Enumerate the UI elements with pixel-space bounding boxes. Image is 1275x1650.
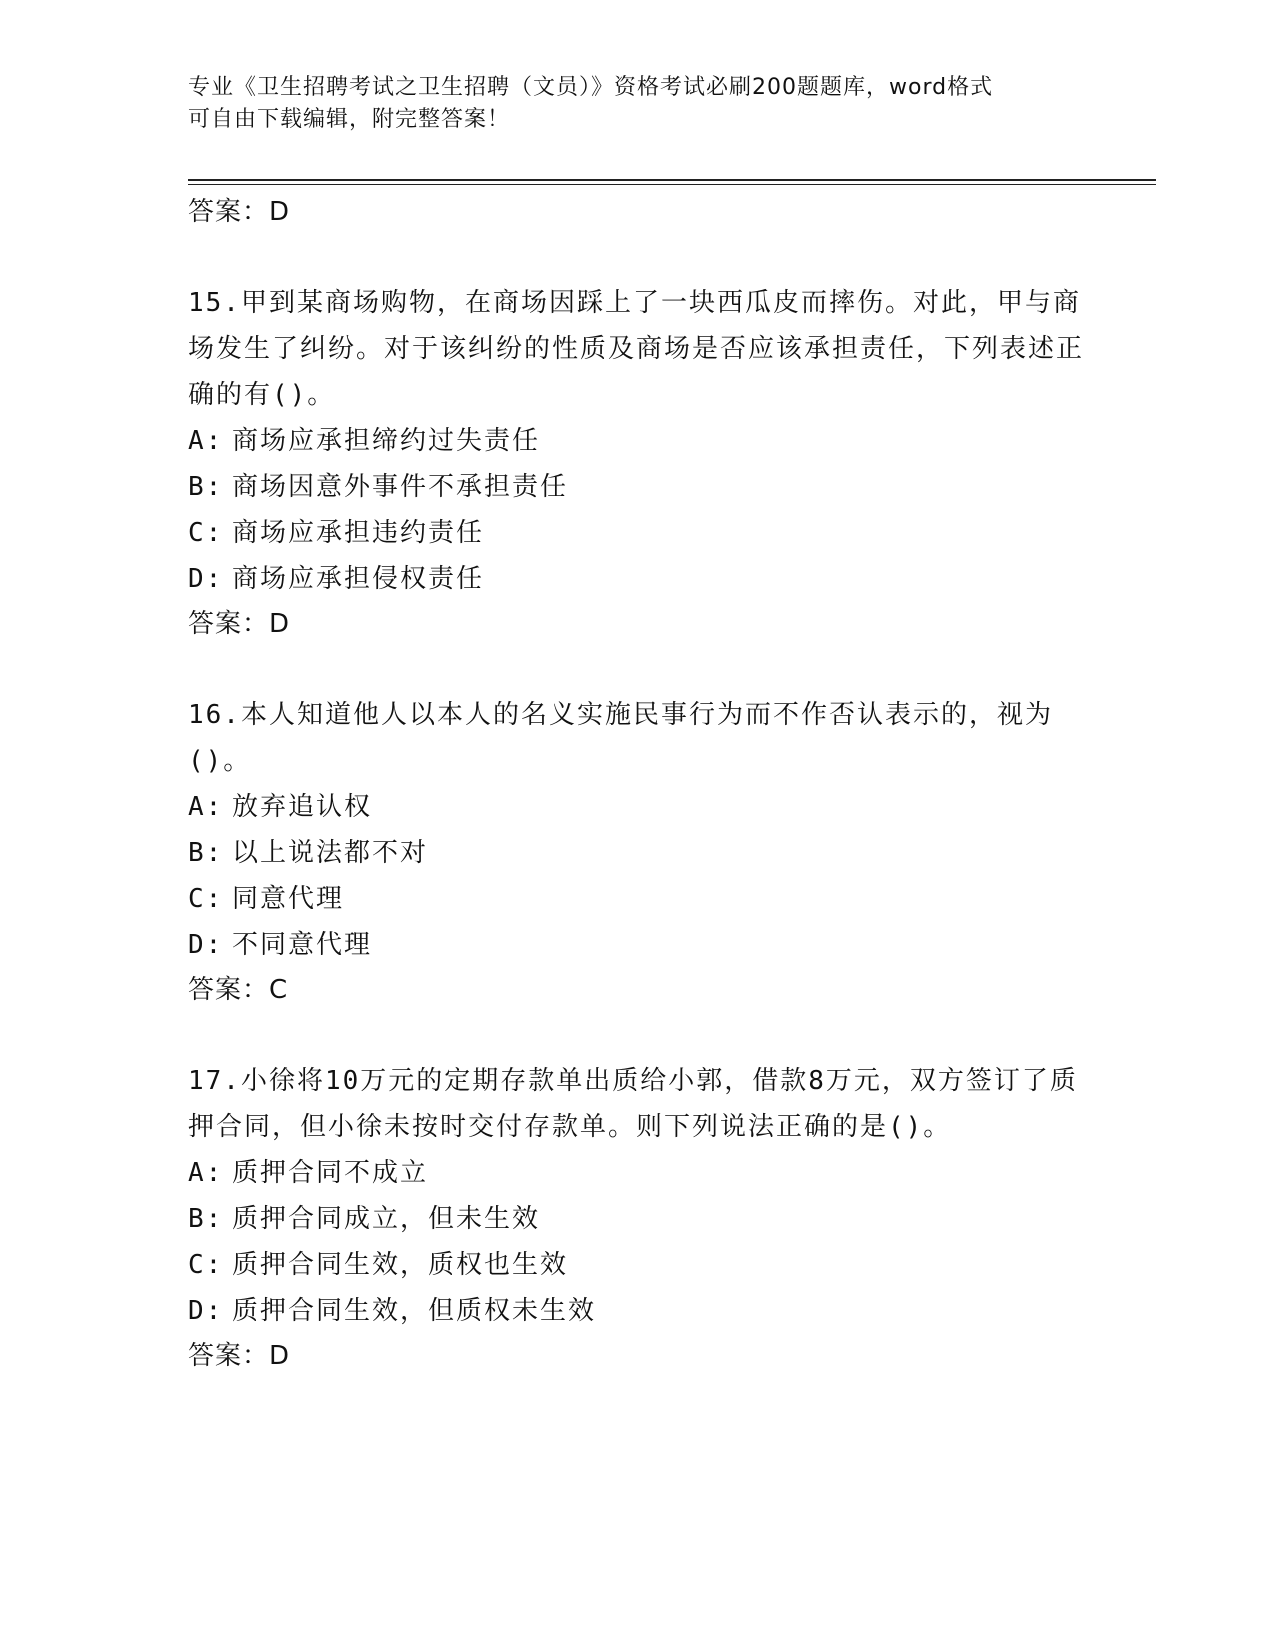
option-letter: D: xyxy=(188,1296,224,1326)
option-letter: A: xyxy=(188,426,224,456)
option-letter: A: xyxy=(188,1158,224,1188)
header-line-2: 可自由下载编辑，附完整答案！ xyxy=(188,107,511,132)
option-text: 同意代理 xyxy=(232,884,345,914)
option-letter: B: xyxy=(188,1204,224,1234)
option-d xyxy=(188,922,1088,968)
option-d xyxy=(188,556,1088,602)
option-text: 质押合同不成立 xyxy=(232,1158,429,1188)
option-text: 质押合同生效，质权也生效 xyxy=(232,1250,569,1280)
header-rule-thin xyxy=(188,184,1156,185)
previous-answer: 答案：D xyxy=(188,197,291,227)
option-a xyxy=(188,418,1088,464)
option-c xyxy=(188,1242,1088,1288)
option-letter: A: xyxy=(188,792,224,822)
header-line-1: 专业《卫生招聘考试之卫生招聘（文员）》资格考试必刷200题题库，word格式 xyxy=(188,75,994,100)
answer: 答案：D xyxy=(188,1341,291,1371)
option-b xyxy=(188,464,1088,510)
question-17 xyxy=(188,1058,1088,1379)
option-a xyxy=(188,1150,1088,1196)
option-letter: C: xyxy=(188,1250,224,1280)
option-text: 以上说法都不对 xyxy=(232,838,429,868)
option-text: 放弃追认权 xyxy=(232,792,373,822)
option-a xyxy=(188,784,1088,830)
option-letter: D: xyxy=(188,564,224,594)
question-stem: 17.小徐将10万元的定期存款单出质给小郭，借款8万元，双方签订了质押合同，但小徐未按时交付存款单。则下列说法正确的是()。 xyxy=(188,1066,1078,1142)
option-text: 商场应承担缔约过失责任 xyxy=(232,426,541,456)
question-16 xyxy=(188,692,1088,1013)
option-text: 质押合同生效，但质权未生效 xyxy=(232,1296,597,1326)
question-stem: 16.本人知道他人以本人的名义实施民事行为而不作否认表示的，视为()。 xyxy=(188,700,1053,776)
question-15 xyxy=(188,280,1088,647)
page-header xyxy=(188,72,1068,136)
option-d xyxy=(188,1288,1088,1334)
option-text: 质押合同成立，但未生效 xyxy=(232,1204,541,1234)
option-letter: C: xyxy=(188,884,224,914)
question-stem: 15.甲到某商场购物，在商场因踩上了一块西瓜皮而摔伤。对此，甲与商场发生了纠纷。对于该纠纷的性质及商场是否应该承担责任，下列表述正确的有()。 xyxy=(188,288,1085,410)
option-b xyxy=(188,1196,1088,1242)
header-rule-thick xyxy=(188,179,1156,181)
option-text: 不同意代理 xyxy=(232,930,373,960)
answer: 答案：C xyxy=(188,975,289,1005)
option-letter: C: xyxy=(188,518,224,548)
question-list xyxy=(188,190,1088,1379)
option-text: 商场因意外事件不承担责任 xyxy=(232,472,569,502)
option-letter: D: xyxy=(188,930,224,960)
option-c xyxy=(188,876,1088,922)
option-letter: B: xyxy=(188,472,224,502)
answer: 答案：D xyxy=(188,609,291,639)
option-b xyxy=(188,830,1088,876)
option-c xyxy=(188,510,1088,556)
option-text: 商场应承担违约责任 xyxy=(232,518,485,548)
option-letter: B: xyxy=(188,838,224,868)
option-text: 商场应承担侵权责任 xyxy=(232,564,485,594)
